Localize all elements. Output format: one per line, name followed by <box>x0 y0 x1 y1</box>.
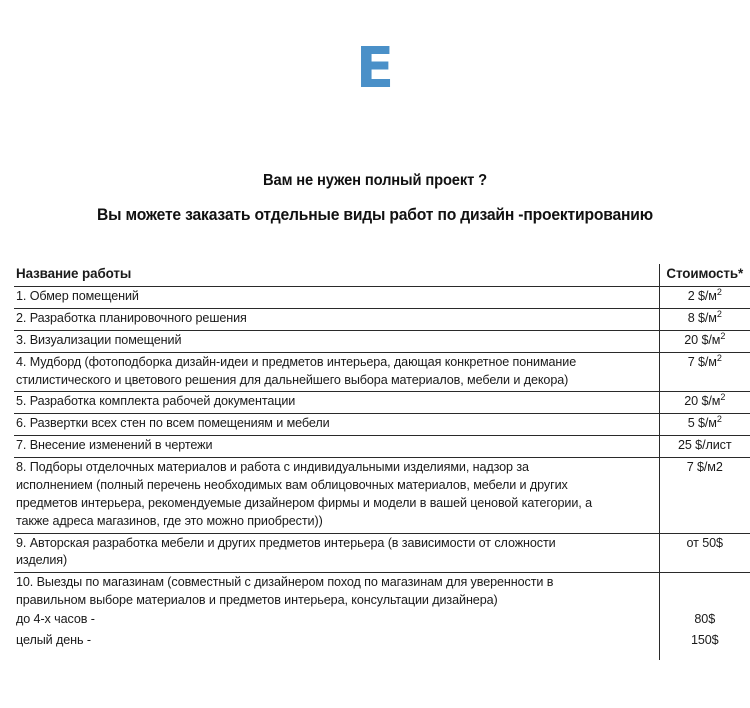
table-row <box>14 533 750 573</box>
row-price-value: 25 $/лист <box>677 438 732 453</box>
row-work-name-line: 8. Подборы отделочных материалов и работа с индивидуальными изделиями, надзор за <box>16 460 529 475</box>
table-row <box>14 392 750 414</box>
table-subrow <box>14 610 750 631</box>
row-price-value: 5 $/м <box>687 416 717 431</box>
table-subrow <box>14 631 750 652</box>
row-work-name <box>14 573 659 610</box>
row-work-name <box>14 352 659 392</box>
row-work-name-line: 9. Авторская разработка мебели и других предметов интерьера (в зависимости от сложности <box>16 535 556 550</box>
headline-question: Вам не нужен полный проект ? <box>263 172 487 189</box>
column-header-price: Стоимость* <box>659 264 750 287</box>
row-price-unit-exponent: 2 <box>716 308 722 319</box>
subrow-price: 80$ <box>659 610 750 631</box>
row-price <box>659 458 750 534</box>
row-work-name-line: 3. Визуализации помещений <box>16 332 182 347</box>
row-price <box>659 352 750 392</box>
row-price-unit-exponent: 2 <box>716 352 722 363</box>
table-row <box>14 573 750 610</box>
row-price-value: 20 $/м <box>684 332 721 347</box>
row-price-value: от 50$ <box>686 535 723 550</box>
row-work-name-line: 1. Обмер помещений <box>16 289 139 304</box>
table-row <box>14 308 750 330</box>
table-row <box>14 330 750 352</box>
row-work-name-line: стилистического и цветового решения для дальнейшего выбора материалов, мебели и декора) <box>16 372 569 387</box>
row-work-name <box>14 436 659 458</box>
row-price-value: 20 $/м <box>684 394 721 409</box>
price-table <box>14 264 750 652</box>
row-price <box>659 287 750 309</box>
price-table-body <box>14 287 750 652</box>
subrow-price: 150$ <box>659 631 750 652</box>
row-work-name-line: также адреса магазинов, где это можно приобрести)) <box>16 513 323 528</box>
row-work-name <box>14 533 659 573</box>
row-price <box>659 330 750 352</box>
price-table-wrapper <box>14 264 750 652</box>
row-work-name <box>14 458 659 534</box>
headings-block <box>0 172 750 225</box>
row-work-name <box>14 287 659 309</box>
row-price-value: 8 $/м <box>687 310 717 325</box>
row-price <box>659 436 750 458</box>
row-price <box>659 533 750 573</box>
table-row <box>14 352 750 392</box>
row-price-unit-exponent: 2 <box>720 330 726 341</box>
row-work-name <box>14 414 659 436</box>
logo-letter-e-icon: E <box>355 36 395 101</box>
row-price <box>659 414 750 436</box>
row-price-value: 7 $/м2 <box>686 460 723 475</box>
row-work-name-line: 10. Выезды по магазинам (совместный с дизайнером поход по магазинам для уверенности в <box>16 575 554 590</box>
row-price <box>659 308 750 330</box>
row-work-name <box>14 392 659 414</box>
row-work-name-line: 5. Разработка комплекта рабочей документации <box>16 394 296 409</box>
row-price-unit-exponent: 2 <box>716 414 722 425</box>
row-price <box>659 573 750 610</box>
column-header-name: Название работы <box>14 264 659 287</box>
row-work-name-line: 2. Разработка планировочного решения <box>16 310 247 325</box>
row-work-name-line: исполнением (полный перечень необходимых вам облицовочных материалов, мебели и других <box>16 477 568 492</box>
table-header-row <box>14 264 750 287</box>
row-price-unit-exponent: 2 <box>716 286 722 297</box>
row-work-name-line: предметов интерьера, рекомендуемые дизайнером фирмы и модели в вашей ценовой категории, а <box>16 495 592 510</box>
row-work-name-line: 6. Развертки всех стен по всем помещениям и мебели <box>16 416 330 431</box>
row-work-name-line: правильном выборе материалов и предметов интерьера, консультации дизайнера) <box>16 593 498 608</box>
row-work-name-line: 4. Мудборд (фотоподборка дизайн-идеи и предметов интерьера, дающая конкретное понимание <box>16 354 577 369</box>
table-row <box>14 458 750 534</box>
row-price <box>659 392 750 414</box>
subrow-label: до 4-х часов - <box>16 612 95 627</box>
subrow-label: целый день - <box>16 632 91 647</box>
row-price-value: 7 $/м <box>687 354 717 369</box>
row-work-name <box>14 308 659 330</box>
table-row <box>14 287 750 309</box>
logo-area <box>0 0 750 120</box>
row-work-name <box>14 330 659 352</box>
row-price-value: 2 $/м <box>687 289 717 304</box>
column-divider-tail <box>659 632 660 660</box>
row-work-name-line: изделия) <box>16 553 68 568</box>
row-price-unit-exponent: 2 <box>720 392 726 403</box>
headline-offer: Вы можете заказать отдельные виды работ по дизайн -проектированию <box>97 206 653 224</box>
price-table-head <box>14 264 750 287</box>
table-row <box>14 414 750 436</box>
row-work-name-line: 7. Внесение изменений в чертежи <box>16 438 213 453</box>
table-row <box>14 436 750 458</box>
